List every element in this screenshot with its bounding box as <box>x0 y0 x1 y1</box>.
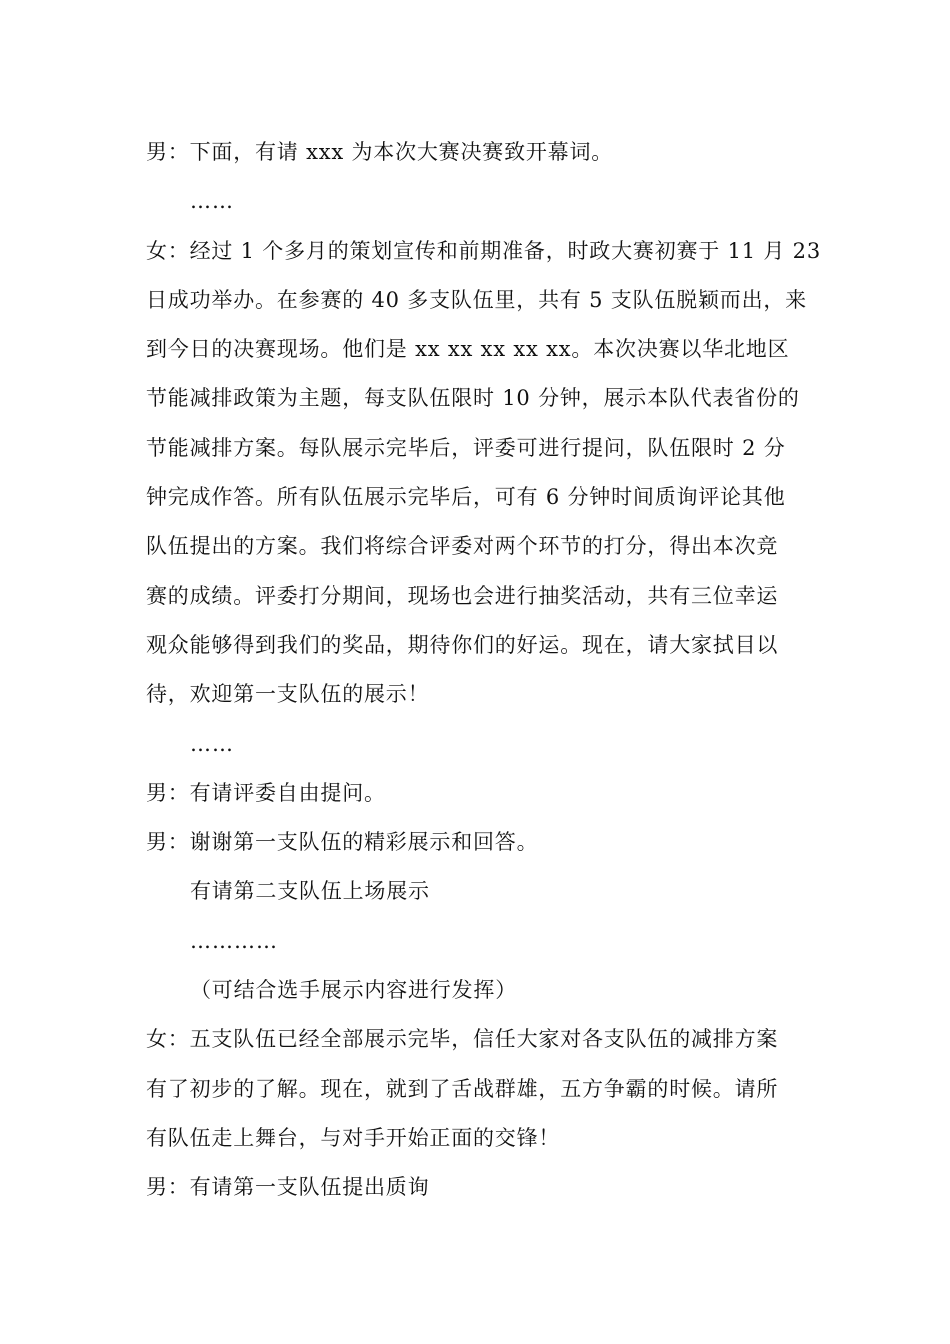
paragraph-line: 赛的成绩。评委打分期间，现场也会进行抽奖活动，共有三位幸运 <box>146 583 779 608</box>
paragraph-line: 队伍提出的方案。我们将综合评委对两个环节的打分，得出本次竞 <box>146 534 779 559</box>
line-host-female-intro: 女：经过 1 个多月的策划宣传和前期准备，时政大赛初赛于 11 月 23 <box>146 238 821 263</box>
line-ellipsis: ………… <box>190 928 278 953</box>
paragraph-line: 观众能够得到我们的奖品，期待你们的好运。现在，请大家拭目以 <box>146 632 779 657</box>
paragraph-line: 待，欢迎第一支队伍的展示！ <box>146 682 430 707</box>
paragraph-line: 有队伍走上舞台，与对手开始正面的交锋！ <box>146 1125 561 1150</box>
paragraph-line: 钟完成作答。所有队伍展示完毕后，可有 6 分钟时间质询评论其他 <box>146 485 786 510</box>
line-host-male-judges: 男：有请评委自由提问。 <box>146 780 386 805</box>
line-host-female-debate: 女：五支队伍已经全部展示完毕，信任大家对各支队伍的减排方案 <box>146 1027 779 1052</box>
line-host-male-opening: 男：下面，有请 xxx 为本次大赛决赛致开幕词。 <box>146 140 614 164</box>
line-ellipsis: …… <box>190 189 234 214</box>
line-ellipsis: …… <box>190 731 234 756</box>
line-host-male-thanks: 男：谢谢第一支队伍的精彩展示和回答。 <box>146 830 539 855</box>
paragraph-line: 日成功举办。在参赛的 40 多支队伍里，共有 5 支队伍脱颖而出，来 <box>146 287 807 312</box>
line-host-male-inquiry: 男：有请第一支队伍提出质询 <box>146 1175 430 1200</box>
paragraph-line: 有了初步的了解。现在，就到了舌战群雄，五方争霸的时候。请所 <box>146 1076 779 1101</box>
paragraph-line: 节能减排方案。每队展示完毕后，评委可进行提问，队伍限时 2 分 <box>146 435 786 460</box>
paragraph-line: 节能减排政策为主题，每支队伍限时 10 分钟，展示本队代表省份的 <box>146 386 800 411</box>
paragraph-line: 到今日的决赛现场。他们是 xx xx xx xx xx。本次决赛以华北地区 <box>146 337 790 362</box>
document-page <box>146 128 821 1213</box>
line-invite-second-team: 有请第二支队伍上场展示 <box>190 879 430 904</box>
line-stage-note: （可结合选手展示内容进行发挥） <box>190 978 517 1003</box>
